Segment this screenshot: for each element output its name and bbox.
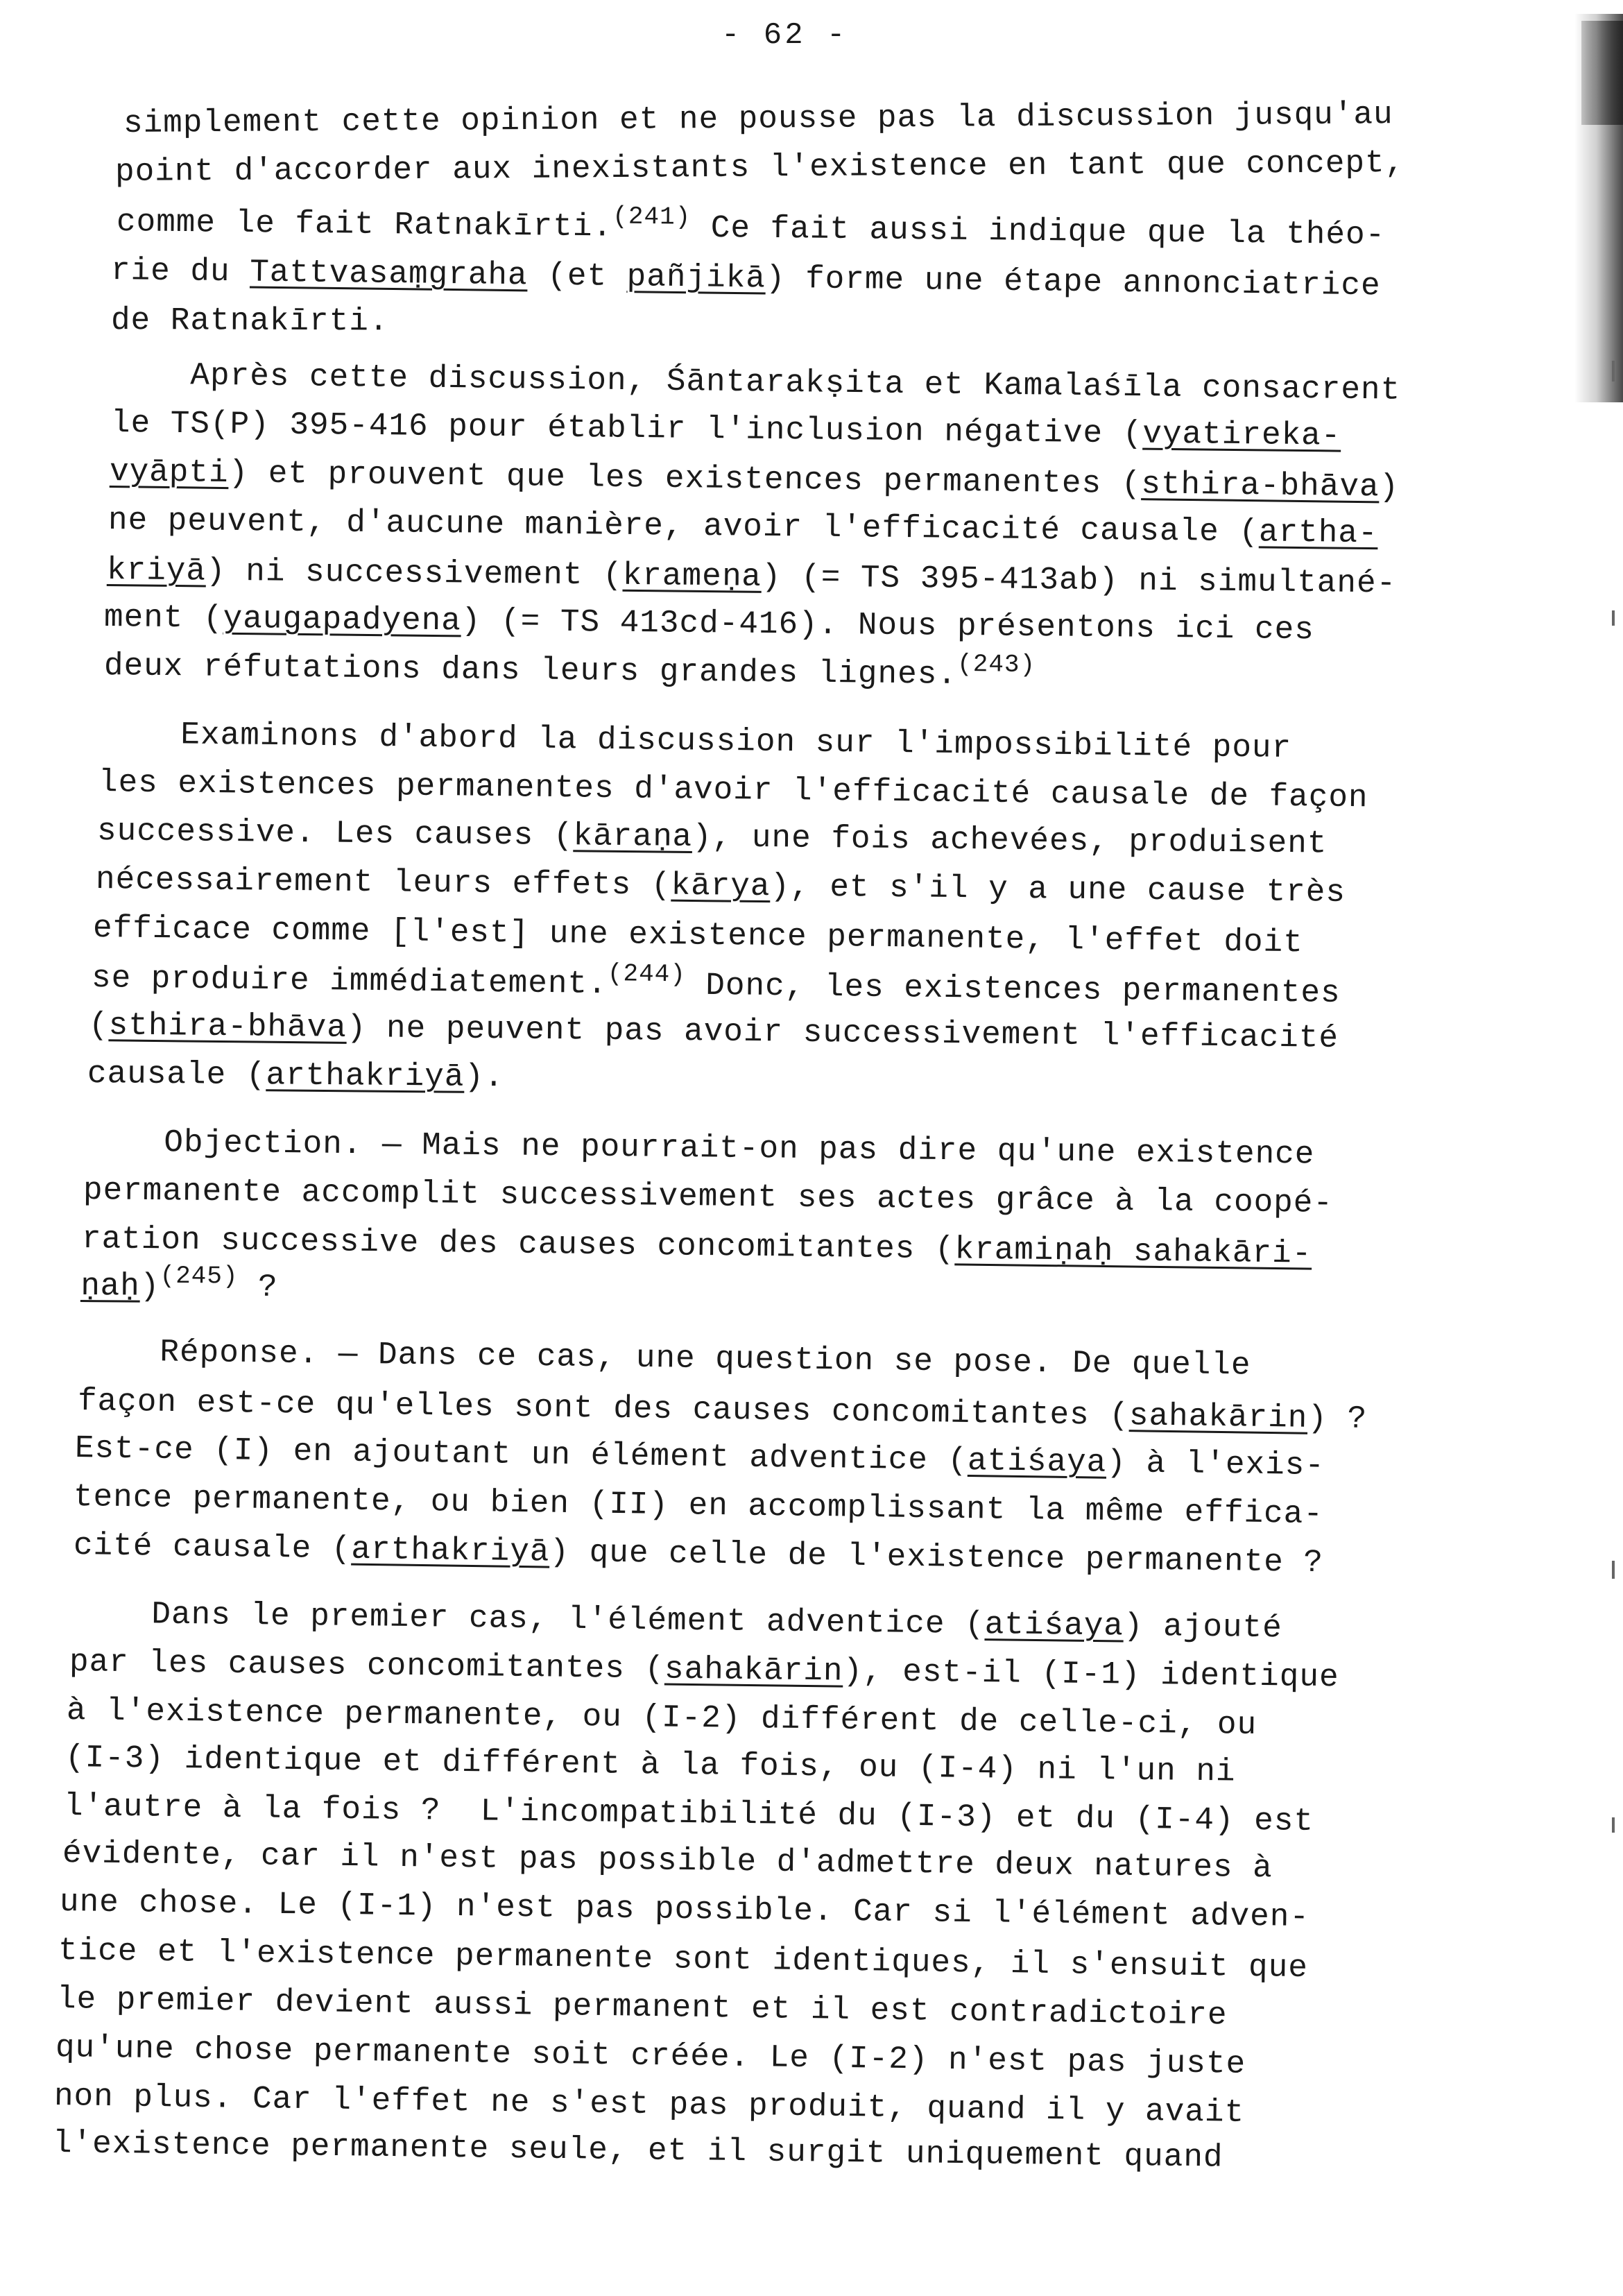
text-line [101,714,1292,768]
text-line [111,251,1381,305]
text-run: ( [88,1007,109,1044]
text-line [75,1429,1325,1485]
text-run: ) (= TS 395-413ab) ni simultané- [761,558,1397,602]
text-line [87,1054,504,1097]
text-run: le TS(P) 395-416 pour établir l'inclusion négative ( [110,405,1143,452]
footnote-reference: (243) [956,649,1036,680]
text-line [85,1122,1315,1174]
text-line [107,551,1397,603]
underlined-term: kramiṇaḥ sahakāri- [954,1231,1312,1272]
text-line [104,598,1314,649]
underlined-term: arthakriyā [266,1057,465,1095]
text-run: ). [464,1059,504,1096]
text-run: les existences permanentes d'avoir l'efficacité causale de façon [98,764,1368,816]
text-line [98,763,1368,817]
underlined-term: kāraṇa [573,818,693,855]
text-run: Donc, les existences permanentes [685,967,1341,1011]
text-line [53,2124,1223,2177]
text-run: ), est-il (I-1) identique [843,1653,1339,1696]
scan-margin-mark [1612,610,1615,626]
text-run: ) ni successivement ( [205,553,623,594]
text-run: ) ajouté [1123,1608,1283,1647]
text-run: l'existence permanente seule, et il surgit uniquement quand [52,2125,1223,2176]
underlined-term: Tattvasaṃgraha [249,254,528,294]
text-line [64,1787,1314,1841]
text-line [104,646,1036,695]
text-run: ) ? [1307,1400,1368,1437]
text-line [72,1594,1282,1647]
underlined-term: sthira-bhāva [1141,466,1380,506]
text-run: façon est-ce qu'elles sont des causes concomitantes ( [77,1383,1130,1434]
text-run: l'autre à la fois ? L'incompatibilité du (I-3) et du (I-4) est [63,1788,1314,1840]
text-run: tice et l'existence permanente sont identiques, il s'ensuit que [58,1933,1309,1987]
text-run: ), et s'il y a une cause très [770,868,1346,911]
text-line [78,1382,1368,1439]
text-line [111,404,1341,456]
underlined-term: sahakārin [664,1651,843,1690]
underlined-term: vyāpti [109,454,229,492]
text-line [80,1261,278,1307]
text-run: ) à l'exis- [1106,1444,1325,1484]
text-run: cité causale ( [73,1527,352,1568]
text-run: évidente, car il n'est pas possible d'admettre deux natures à [62,1835,1273,1887]
text-run: à l'existence permanente, ou (I-2) différent de celle-ci, ou [66,1693,1257,1743]
page-number: - 62 - [721,18,848,53]
text-run: ) que celle de l'existence permanente ? [549,1534,1324,1582]
underlined-term: kārya [671,867,771,905]
text-run: non plus. Car l'effet ne s'est pas produit, quand il y avait [53,2078,1245,2131]
footnote-reference: (244) [607,959,687,989]
text-run: simplement cette opinion et ne pousse pas la discussion jusqu'au [123,96,1393,142]
text-line [74,1526,1324,1582]
text-line [62,1834,1273,1887]
text-line [80,1332,1251,1385]
text-line [69,1643,1339,1697]
scan-margin-mark [1612,1817,1615,1833]
text-line [123,95,1393,143]
text-line [93,909,1303,962]
text-run: permanente accomplit successivement ses actes grâce à la coopé- [83,1172,1334,1222]
text-line [60,1883,1310,1937]
scan-margin-mark [1612,1561,1615,1579]
text-line [58,1931,1309,1987]
text-run: par les causes concomitantes ( [69,1644,665,1688]
text-run: comme le fait Ratnakīrti. [116,204,613,246]
footnote-reference: (245) [160,1261,239,1291]
text-run: ) et prouvent que les existences permanentes ( [228,455,1142,503]
underlined-term: ṇaḥ [80,1268,141,1305]
text-run: successive. Les causes ( [96,813,574,855]
underlined-term: kriyā [106,552,207,590]
text-line [82,1219,1312,1274]
text-run: ration successive des causes concomitantes ( [81,1221,955,1268]
text-run: ), une fois achevées, produisent [692,819,1328,862]
text-line [65,1738,1236,1792]
text-run: efficace comme [l'est] une existence permanente, l'effet doit [92,910,1304,961]
text-run: rie du [110,252,250,291]
text-run: ) ne peuvent pas avoir successivement l'efficacité [346,1009,1339,1056]
underlined-term: atiśaya [967,1442,1107,1481]
text-line [67,1691,1257,1745]
text-run: Ce fait aussi indique que la théo- [690,209,1386,254]
text-run: ment ( [103,599,223,637]
text-run: (et [527,257,627,295]
scan-edge-gradient [1574,14,1623,402]
underlined-term: yaugapadyena [223,600,462,640]
text-line [96,860,1346,912]
text-line [54,2077,1245,2132]
text-run: Objection. — Mais ne pourrait-on pas dire qu'une existence [84,1124,1315,1173]
text-run: ne peuvent, d'aucune manière, avoir l'efficacité causale ( [108,502,1260,551]
text-line [117,203,1386,255]
underlined-term: pañjikā [626,259,766,297]
text-run: Est-ce (I) en ajoutant un élément adventice ( [74,1430,968,1479]
text-run: une chose. Le (I-1) n'est pas possible. Car si l'élément adven- [59,1884,1310,1936]
text-line [110,452,1400,507]
text-line [74,1477,1324,1534]
text-line [57,1980,1228,2035]
text-run: Examinons d'abord la discussion sur l'impossibilité pour [101,716,1292,766]
text-run: deux réfutations dans leurs grandes lignes. [103,648,958,693]
text-run: ? [238,1269,278,1305]
text-line [111,355,1401,410]
text-line [92,959,1341,1013]
text-run: de Ratnakīrti. [110,302,389,340]
scan-margin-mark [1612,361,1615,382]
text-run: (I-3) identique et différent à la fois, ou (I-4) ni l'un ni [65,1740,1236,1790]
text-run: se produire immédiatement. [91,960,608,1003]
text-run: ) [1379,469,1400,506]
text-run: ) forme une étape annonciatrice [765,260,1381,305]
text-run: tence permanente, ou bien (II) en accomplissant la même effica- [73,1479,1324,1533]
text-run: nécessairement leurs effets ( [95,862,671,904]
text-run: qu'une chose permanente soit créée. Le (I-2) n'est pas juste [55,2030,1246,2082]
text-line [115,144,1405,191]
text-line [111,301,389,341]
underlined-term: arthakriyā [351,1531,550,1570]
text-run: Dans le premier cas, l'élément adventice ( [71,1595,986,1643]
footnote-reference: (241) [612,202,692,232]
text-run: point d'accorder aux inexistants l'existence en tant que concept, [114,145,1405,190]
text-run: Réponse. — Dans ce cas, une question se pose. De quelle [80,1333,1251,1384]
underlined-term: sthira-bhāva [108,1007,347,1046]
underlined-term: krameṇa [622,557,762,595]
text-run: Après cette discussion, Śāntarakṣita et Kamalaśīla consacrent [110,357,1401,409]
text-run: le premier devient aussi permanent et il est contradictoire [56,1981,1228,2034]
underlined-term: sahakārin [1128,1398,1308,1437]
text-line [89,1006,1339,1058]
underlined-term: artha- [1258,514,1378,552]
text-line [97,812,1328,864]
underlined-term: atiśaya [984,1607,1124,1645]
text-run: ) (= TS 413cd-416). Nous présentons ici ces [461,603,1315,649]
text-line [108,501,1378,553]
text-run: ) [139,1268,160,1305]
text-run: causale ( [87,1056,266,1094]
underlined-term: vyatireka- [1142,415,1341,454]
text-line [83,1171,1334,1223]
text-line [55,2028,1246,2084]
